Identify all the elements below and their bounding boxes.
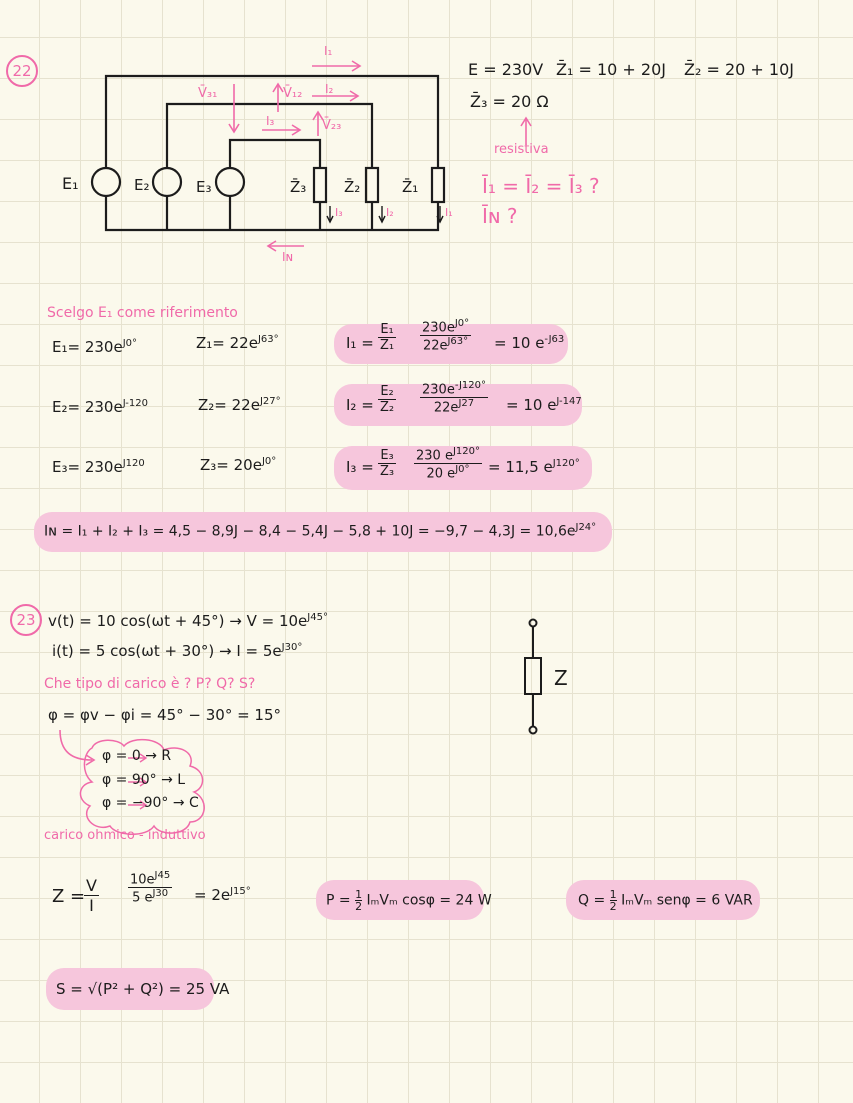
load-question: Che tipo di carico è ? P? Q? S? <box>44 676 256 692</box>
exercise-23-number: 23 <box>10 604 42 636</box>
resistive-note: resistiva <box>494 142 549 157</box>
phase-l: φ = 90° → L <box>102 772 186 788</box>
given-z2: Z̄₂ = 20 + 10J <box>684 60 794 79</box>
source-e3-label: E₃ <box>196 178 212 196</box>
i1-lhs: I₁ = <box>346 334 374 352</box>
given-z1: Z̄₁ = 10 + 20J <box>556 60 666 79</box>
current-i1-bottom-label: I₁ <box>445 206 453 219</box>
i1-result: = 10 $e^{-J63}$ <box>494 334 565 352</box>
current-i2-top-label: I₂ <box>325 82 334 96</box>
i3-fraction-values: $\frac{230 e^{J120^\circ}}{20 e^{J0^\circ}}$ <box>416 446 480 482</box>
e2-phasor: $E_2= 230e^{J-120}$ <box>52 398 148 416</box>
z3-phasor: $Z_3= 20e^{J0^\circ}$ <box>200 456 277 474</box>
in-equation: Iɴ = $I_1 + I_2 + I_3 = 4,5 - 8,9J - 8,4 - 5,4J - 5,8 + 10J = -9,7 - 4,3J = 10,6e^{J24^\circ}$ <box>44 522 597 540</box>
impedance-z1-label: Z̄₁ <box>402 178 419 196</box>
apparent-power: S = √(P² + Q²) = 25 VA <box>56 980 230 998</box>
z1-phasor: $Z_1= 22e^{J63^\circ}$ <box>196 334 279 352</box>
i1-fraction-values: $\frac{230e^{J0^\circ}}{22e^{J63^\circ}}$ <box>422 318 470 354</box>
z-fraction-symbolic: $\frac{V}{I}$ <box>86 876 97 915</box>
phase-c: φ = −90° → C <box>102 795 199 811</box>
phase-r: φ = 0 → R <box>102 748 172 764</box>
z-lhs: Z = <box>52 886 86 907</box>
i2-lhs: I₂ = <box>346 396 374 414</box>
source-e1-label: E₁ <box>62 174 79 193</box>
voltage-v31-label: V̄₃₁ <box>198 86 218 101</box>
z2-phasor: $Z_2= 22e^{J27^\circ}$ <box>198 396 281 414</box>
i3-result: = 11,5 $e^{J120^\circ}$ <box>488 458 580 476</box>
given-z3: Z̄₃ = 20 Ω <box>470 92 549 111</box>
e1-phasor: $E_1= 230e^{J0^\circ}$ <box>52 338 137 356</box>
e3-phasor: $E_3= 230e^{J120}$ <box>52 458 145 476</box>
impedance-z-label: Z <box>554 666 568 690</box>
z-fraction-values: $\frac{10e^{J45}}{5 e^{J30}}$ <box>130 870 171 906</box>
reference-note: Scelgo E₁ come riferimento <box>47 305 238 321</box>
voltage-v23-label: V̄₂₃ <box>322 118 342 133</box>
current-i3-bottom-label: I₃ <box>335 206 343 219</box>
question-currents: Ī₁ = Ī₂ = Ī₃ ? <box>482 174 600 198</box>
source-e2-label: E₂ <box>134 176 150 194</box>
i2-result: = 10 $e^{J-147}$ <box>506 396 582 414</box>
neutral-current-label: Iɴ <box>282 250 294 264</box>
phase-equation: φ = φv − φi = 45° − 30° = 15° <box>48 706 282 724</box>
given-e: E = 230V <box>468 60 544 79</box>
z-result: = $2e^{J15^\circ}$ <box>194 886 251 904</box>
question-neutral: Īɴ ? <box>482 204 518 228</box>
impedance-z3-label: Z̄₃ <box>290 178 307 196</box>
i1-fraction-symbolic: $\frac{\text{E₁}}{\text{Z₁}}$ <box>380 322 395 353</box>
active-power: P = $\frac{1}{2}$ IₘVₘ cosφ = 24 W <box>326 888 492 913</box>
voltage-v12-label: V̄₁₂ <box>283 86 303 101</box>
impedance-z2-label: Z̄₂ <box>344 178 361 196</box>
i3-lhs: I₃ = <box>346 458 374 476</box>
voltage-equation: v(t) = 10 $\cos(\omega t + 45^\circ) \to V = 10e^{J45^\circ}$ <box>48 612 328 630</box>
current-equation: i(t) = 5 $\cos(\omega t + 30^\circ) \to I = 5e^{J30^\circ}$ <box>52 642 303 660</box>
i2-fraction-values: $\frac{230e^{-J120^\circ}}{22e^{J27}}$ <box>422 380 487 416</box>
load-type-note: carico ohmico - induttivo <box>44 828 206 843</box>
current-i1-top-label: I₁ <box>324 44 333 58</box>
exercise-22-number: 22 <box>6 55 38 87</box>
i3-fraction-symbolic: $\frac{\text{E₃}}{\text{Z₃}}$ <box>380 448 395 479</box>
current-i3-top-label: I₃ <box>266 114 275 128</box>
current-i2-bottom-label: I₂ <box>386 206 394 219</box>
i2-fraction-symbolic: $\frac{\text{E₂}}{\text{Z₂}}$ <box>380 384 395 415</box>
reactive-power: Q = $\frac{1}{2}$ IₘVₘ senφ = 6 VAR <box>578 888 753 913</box>
